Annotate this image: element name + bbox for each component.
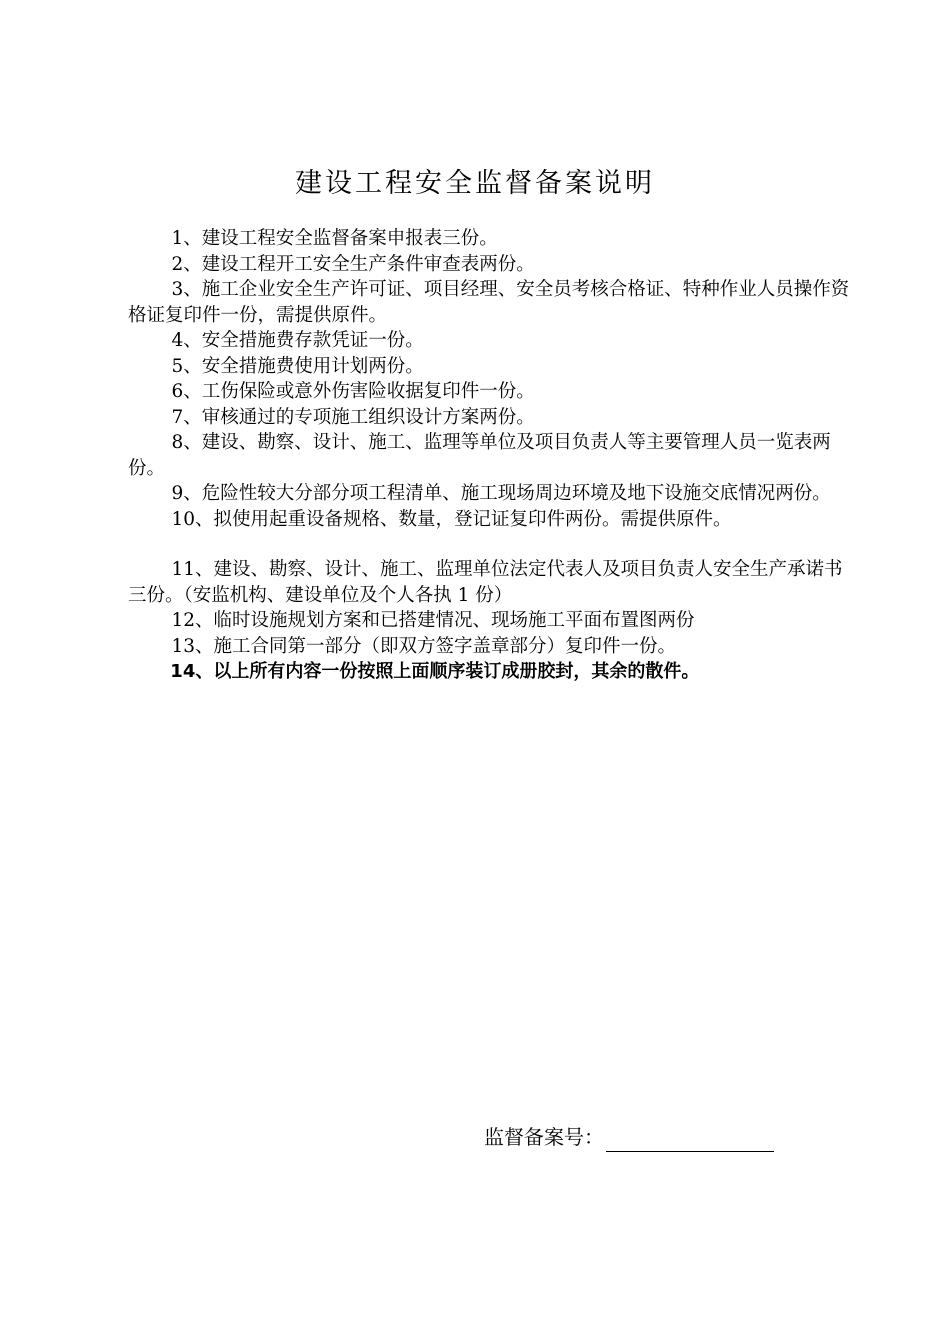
list-item: 11、建设、勘察、设计、施工、监理单位法定代表人及项目负责人安全生产承诺书三份。（安监机构、建设单位及个人各执 1 份） <box>128 559 843 606</box>
record-number <box>484 1122 774 1152</box>
list-item: 4、安全措施费存款凭证一份。 <box>171 330 424 351</box>
list-item: 5、安全措施费使用计划两份。 <box>171 355 424 377</box>
list-item: 3、施工企业安全生产许可证、项目经理、安全员考核合格证、特种作业人员操作资格证复印件一份，需提供原件。 <box>128 279 850 326</box>
list-item: 13、施工合同第一部分（即双方签字盖章部分）复印件一份。 <box>171 635 677 657</box>
record-number-label: 监督备案号： <box>484 1125 604 1149</box>
requirements-list <box>128 226 858 685</box>
list-item: 7、审核通过的专项施工组织设计方案两份。 <box>171 406 535 428</box>
list-item: 2、建设工程开工安全生产条件审查表两份。 <box>171 253 535 275</box>
page-title: 建设工程安全监督备案说明 <box>295 168 655 199</box>
list-item: 8、建设、勘察、设计、施工、监理等单位及项目负责人等主要管理人员一览表两份。 <box>128 432 831 479</box>
list-item: 14、以上所有内容一份按照上面顺序装订成册胶封，其余的散件。 <box>170 661 700 682</box>
record-number-blank[interactable] <box>606 1129 774 1152</box>
list-item: 10、拟使用起重设备规格、数量，登记证复印件两份。需提供原件。 <box>171 508 732 530</box>
list-item: 6、工伤保险或意外伤害险收据复印件一份。 <box>171 381 535 402</box>
list-item: 9、危险性较大分部分项工程清单、施工现场周边环境及地下设施交底情况两份。 <box>171 483 831 504</box>
list-item: 12、临时设施规划方案和已搭建情况、现场施工平面布置图两份 <box>171 610 695 631</box>
list-item: 1、建设工程安全监督备案申报表三份。 <box>171 228 498 249</box>
